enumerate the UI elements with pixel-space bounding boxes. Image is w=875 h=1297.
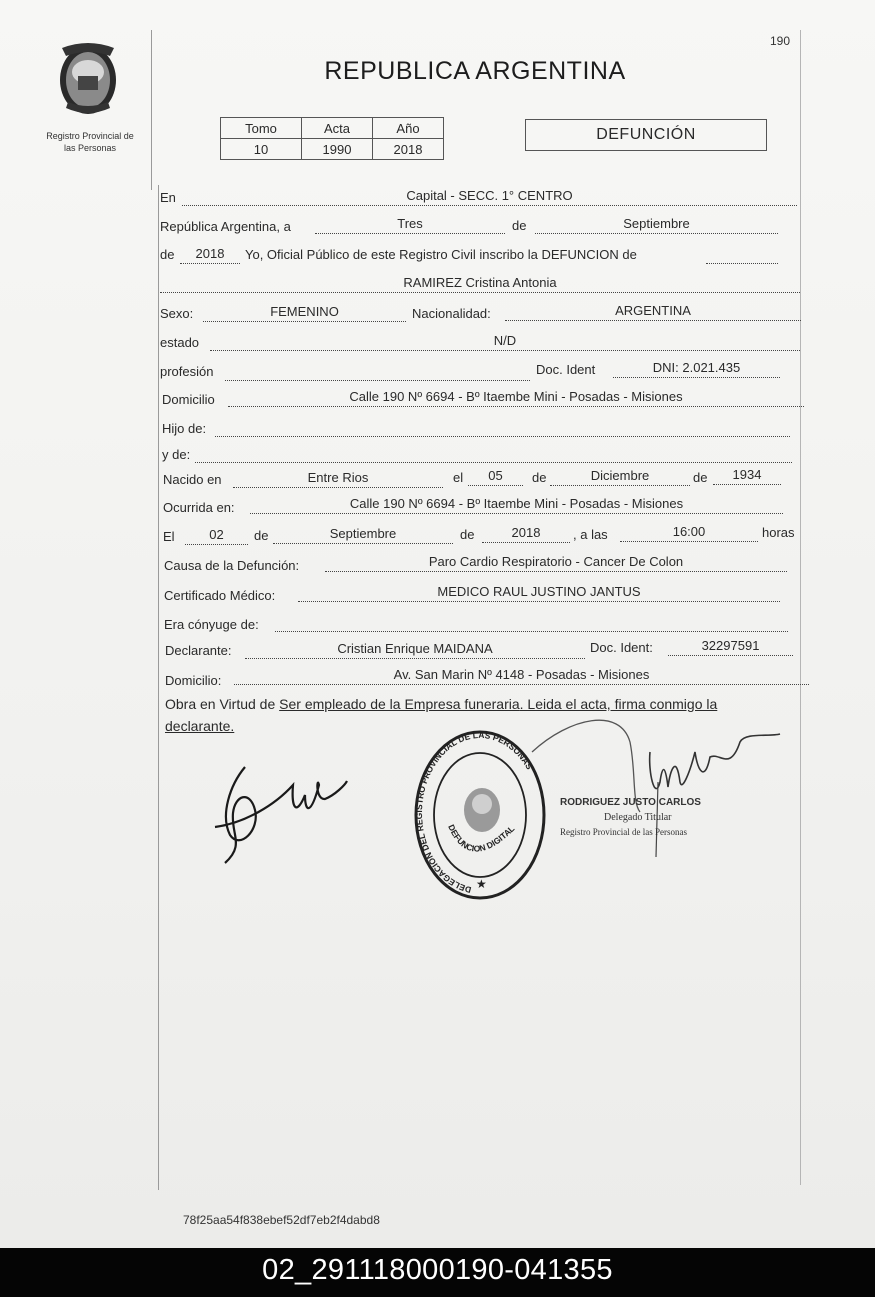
right-margin-line	[800, 30, 801, 1185]
acta-value: 1990	[302, 139, 373, 160]
dia-value: Tres	[315, 215, 505, 234]
conyuge-value	[275, 613, 788, 632]
def-anio-value: 2018	[482, 524, 570, 543]
page-title: REPUBLICA ARGENTINA	[324, 57, 626, 85]
certificado-value: MEDICO RAUL JUSTINO JANTUS	[298, 583, 780, 602]
record-table	[220, 117, 444, 160]
delegate-office: Registro Provincial de las Personas	[560, 827, 687, 837]
sexo-value: FEMENINO	[203, 303, 406, 322]
registry-caption	[30, 130, 150, 154]
causa-value: Paro Cardio Respiratorio - Cancer De Colon	[325, 553, 787, 572]
footer-code: 02_291118000190-041355	[262, 1254, 613, 1286]
horas-label: horas	[762, 525, 795, 540]
def-mes-value: Septiembre	[273, 525, 453, 544]
anio-value-field: 2018	[180, 245, 240, 264]
nac-dia-value: 05	[468, 467, 523, 486]
obra-suffix: . Leida el acta, firma conmigo la	[519, 696, 718, 712]
nacionalidad-label: Nacionalidad:	[412, 306, 491, 321]
alas-label: , a las	[573, 527, 608, 542]
nacionalidad-value: ARGENTINA	[505, 302, 801, 321]
tomo-value: 10	[221, 139, 302, 160]
registry-caption-line-2: las Personas	[63, 143, 117, 153]
provincial-seal-logo	[52, 38, 124, 118]
declarante-label: Declarante:	[165, 643, 232, 658]
hijo-value	[215, 418, 790, 437]
de2-label: de	[160, 247, 175, 262]
tomo-header: Tomo	[221, 118, 302, 139]
anio-header: Año	[373, 118, 444, 139]
record-table-header-row	[221, 118, 444, 139]
obra-end: declarante.	[165, 718, 235, 734]
doc-label: Doc. Ident	[536, 362, 596, 377]
el-label: el	[453, 470, 464, 485]
decl-domicilio-label: Domicilio:	[165, 673, 222, 688]
anio-value: 2018	[373, 139, 444, 160]
estado-label: estado	[160, 335, 200, 350]
left-margin-line	[151, 30, 152, 190]
star-icon: ★	[476, 877, 487, 891]
delegate-block	[560, 795, 701, 840]
record-type-box: DEFUNCIÓN	[525, 119, 767, 151]
certificado-label: Certificado Médico:	[164, 588, 276, 603]
obra-prefix: Obra en Virtud de	[165, 696, 276, 712]
obra-underlined: Ser empleado de la Empresa funeraria	[279, 696, 520, 712]
nacido-label: Nacido en	[163, 472, 222, 487]
registry-caption-line-1: Registro Provincial de	[46, 131, 134, 141]
nac-de-label: de	[532, 470, 547, 485]
decl-domicilio-value: Av. San Marin Nº 4148 - Posadas - Misiones	[234, 666, 809, 685]
yde-label: y de:	[162, 447, 191, 462]
nac-de2-label: de	[693, 470, 708, 485]
republica-label: República Argentina, a	[160, 219, 291, 234]
de-label: de	[512, 218, 527, 233]
declarante-value: Cristian Enrique MAIDANA	[245, 640, 585, 659]
left-body-line	[158, 185, 159, 1190]
domicilio-value: Calle 190 Nº 6694 - Bº Itaembe Mini - Posadas - Misiones	[228, 388, 804, 407]
deceased-name: RAMIREZ Cristina Antonia	[160, 274, 800, 293]
decl-doc-label: Doc. Ident:	[590, 640, 653, 655]
doc-value: DNI: 2.021.435	[613, 359, 780, 378]
def-de-label: de	[254, 528, 269, 543]
nac-anio-value: 1934	[713, 466, 781, 485]
en-label: En	[160, 190, 176, 205]
sexo-label: Sexo:	[160, 306, 194, 321]
estado-value: N/D	[210, 332, 800, 351]
stamp-inner-text: DEFUNCION DIGITAL	[446, 822, 517, 854]
el2-label: El	[163, 529, 175, 544]
document-hash: 78f25aa54f838ebef52df7eb2f4dabd8	[183, 1213, 380, 1227]
declarant-signature	[205, 755, 355, 870]
def-dia-value: 02	[185, 526, 248, 545]
inscribo-text: Yo, Oficial Público de este Registro Civil inscribo la DEFUNCION de	[245, 247, 637, 262]
en-value: Capital - SECC. 1° CENTRO	[182, 187, 797, 206]
ocurrida-value: Calle 190 Nº 6694 - Bº Itaembe Mini - Posadas - Misiones	[250, 495, 783, 514]
ocurrida-label: Ocurrida en:	[163, 500, 235, 515]
record-table-value-row	[221, 139, 444, 160]
mes-value: Septiembre	[535, 215, 778, 234]
nac-mes-value: Diciembre	[550, 467, 690, 486]
inscribo-blank	[706, 245, 778, 264]
causa-label: Causa de la Defunción:	[164, 558, 300, 573]
stamp-outer-text: DELEGACION DEL REGISTRO PROVINCIAL DE LAS PERSONAS	[413, 729, 535, 896]
hijo-label: Hijo de:	[162, 421, 207, 436]
nacido-value: Entre Rios	[233, 469, 443, 488]
conyuge-label: Era cónyuge de:	[164, 617, 259, 632]
profesion-value	[225, 362, 530, 381]
domicilio-label: Domicilio	[162, 392, 215, 407]
yde-value	[195, 444, 792, 463]
profesion-label: profesión	[160, 364, 214, 379]
official-stamp	[410, 728, 550, 903]
decl-doc-value: 32297591	[668, 637, 793, 656]
acta-header: Acta	[302, 118, 373, 139]
delegate-role: Delegado Titular	[604, 812, 672, 823]
def-de2-label: de	[460, 527, 475, 542]
page-number: 190	[770, 34, 791, 48]
hora-value: 16:00	[620, 523, 758, 542]
delegate-name: RODRIGUEZ JUSTO CARLOS	[560, 797, 701, 808]
